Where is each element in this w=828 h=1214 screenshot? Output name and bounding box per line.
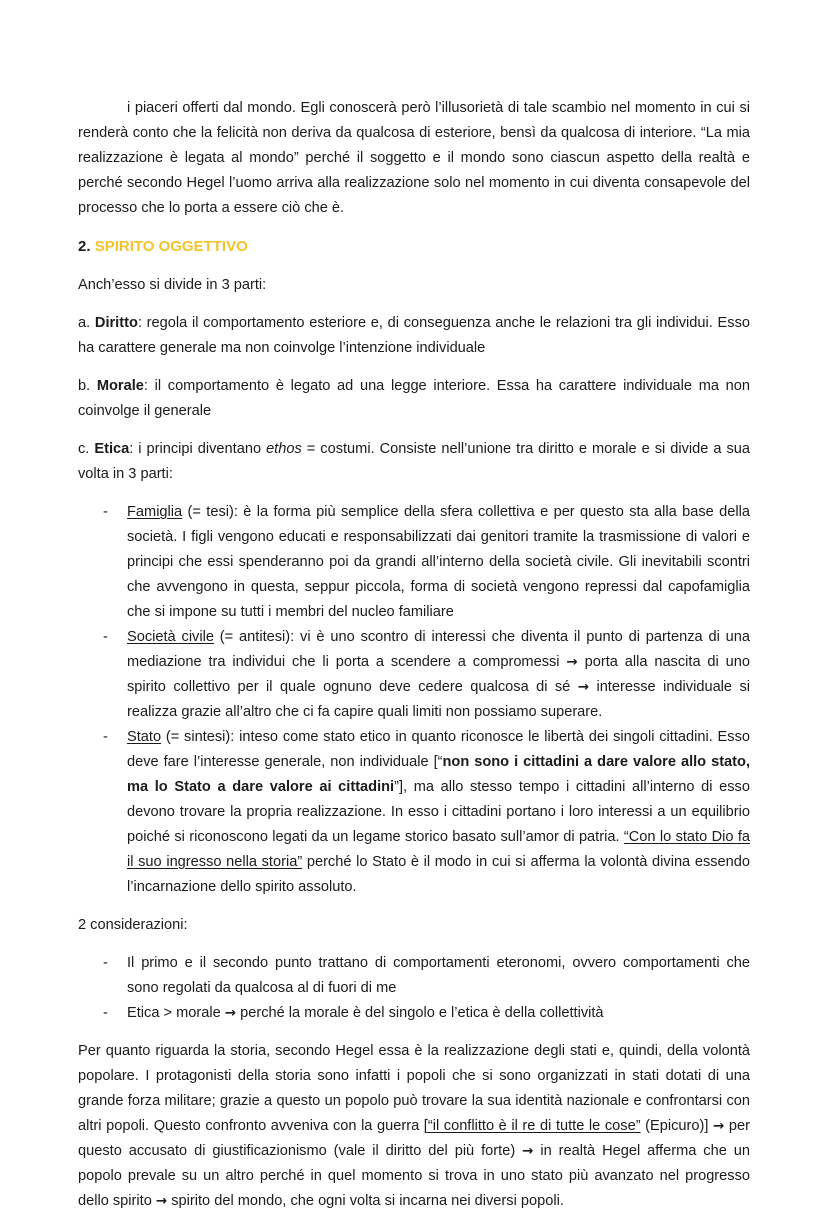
section-title: SPIRITO OGGETTIVO [94,238,248,255]
arrow-icon: → [566,654,578,670]
section-intro: Anch’esso si divide in 3 parti: [78,277,267,293]
etica-bullet-list [78,500,750,900]
consideration-1-text: Il primo e il secondo punto trattano di comportamenti eteronomi, ovvero comportamenti che sono regolati da qualcosa al di fuori di me [127,955,750,996]
bullet-societa-body-c: interesse individuale si realizza grazie all’altro che ci fa capire quali limiti non possiamo superare. [127,679,750,720]
section-heading [78,234,750,259]
bullet-societa-body-a: (= antitesi): vi è uno scontro di interessi che diventa il punto di partenza di una mediazione tra individui che li porta a scendere a compromessi [127,629,750,670]
point-a-body: : regola il comportamento esteriore e, di conseguenza anche le relazioni tra gli individui. Esso ha carattere generale ma non coinvolge l’intenzione individuale [78,315,750,356]
point-a-letter: a. [78,315,91,331]
list-item [78,500,750,625]
arrow-icon: → [577,679,590,695]
intro-paragraph: i piaceri offerti dal mondo. Egli conoscerà però l’illusorietà di tale scambio nel momento in cui si renderà conto che la felicità non deriva da qualcosa di esteriore, bensì da qualcosa di interiore. “La mia realizzazione è legata al mondo” perché il soggetto e il mondo sono ciascun aspetto della realtà e perché secondo Hegel l’uomo arriva alla realizzazione solo nel momento in cui diventa consapevole del processo che lo porta a essere ciò che è. [78,100,750,216]
point-b-letter: b. [78,378,91,394]
point-c-part2: = costumi. Consiste nell’unione tra diritto e morale e si divide a sua volta in 3 parti: [78,441,750,482]
arrow-icon: → [155,1193,168,1209]
closing-part-a: Per quanto riguarda la storia, secondo Hegel essa è la realizzazione degli stati e, quindi, della volontà popolare. I protagonisti della storia sono infatti i popoli che si sono organizzati in stati dotati di una grande forza militare; grazie a questo un popolo può trovare la sua identità nazionale e confrontarsi con altri popoli. Questo confronto avveniva con la guerra [ [78,1043,750,1134]
section-number: 2. [78,238,91,255]
closing-part-e: spirito del mondo, che ogni volta si incarna nei diversi popoli. [167,1193,564,1209]
consideration-2-text-b: perché la morale è del singolo e l’etica è della collettività [236,1005,604,1021]
list-item [78,1001,750,1026]
point-c-letter: c. [78,441,90,457]
point-b-term: Morale [96,378,144,394]
closing-paragraph [78,1039,750,1214]
bullet-famiglia-body: (= tesi): è la forma più semplice della sfera collettiva e per questo sta alla base della società. I figli vengono educati e responsabilizzati dai genitori tramite la trasmissione di valori e principi che essi spenderanno poi da grandi all’interno della società civile. Gli inevitabili scontri che avvengono in questa, seppur piccola, forma di società vengono repressi dal capofamiglia che si impone su tutti i membri del nucleo familiare [127,504,750,620]
lettered-point-b [78,374,750,424]
list-item [78,951,750,1001]
point-c-part1: : i principi diventano [129,441,267,457]
considerations-list [78,951,750,1026]
list-item [78,625,750,725]
point-b-body: : il comportamento è legato ad una legge interiore. Essa ha carattere individuale ma non coinvolge il generale [78,378,750,419]
closing-part-b: (Epicuro)] [640,1118,713,1134]
consideration-2-text-a: Etica > morale [127,1005,225,1021]
bullet-societa-term: Società civile [127,629,214,645]
point-c-italic-word: ethos [266,441,302,457]
arrow-icon: → [713,1118,725,1134]
point-c-term: Etica [94,441,130,457]
arrow-icon: → [522,1143,534,1159]
list-item [78,725,750,900]
bullet-stato-bold-quote: non sono i cittadini a dare valore allo stato, ma lo Stato a dare valore ai cittadini [127,754,750,795]
bullet-stato-body-c: perché lo Stato è il modo in cui si afferma la volontà divina essendo l’incarnazione dello spirito assoluto. [127,854,751,895]
lettered-point-a [78,311,750,361]
closing-underlined-quote: “il conflitto è il re di tutte le cose” [427,1118,641,1134]
lettered-point-c [78,437,750,487]
bullet-stato-body-b: ”], ma allo stesso tempo i cittadini all’interno di esso devono trovare la propria realizzazione. In esso i cittadini portano i loro interessi a un equilibrio poiché si riconoscono legati da un legame storico basato sull’amor di patria. [127,779,750,845]
bullet-societa-body-b: porta alla nascita di uno spirito collettivo per il quale ognuno deve cedere qualcosa di sé [127,654,751,695]
bullet-famiglia-term: Famiglia [127,504,183,520]
closing-part-c: per questo accusato di giustificazionismo (vale il diritto del più forte) [78,1118,750,1159]
closing-part-d: in realtà Hegel afferma che un popolo prevale su un altro perché in quel momento si trova in uno stato più avanzato nel progresso dello spirito [78,1143,750,1209]
bullet-stato-body-a: (= sintesi): inteso come stato etico in quanto riconosce le libertà dei singoli cittadini. Esso deve fare l’interesse generale, non individuale [“ [127,729,750,770]
bullet-stato-term: Stato [127,729,162,745]
page-content [78,96,750,1214]
arrow-icon: → [224,1005,237,1021]
point-a-term: Diritto [94,315,138,331]
considerations-heading: 2 considerazioni: [78,917,188,933]
bullet-stato-underlined-quote: “Con lo stato Dio fa il suo ingresso nella storia” [127,829,751,870]
